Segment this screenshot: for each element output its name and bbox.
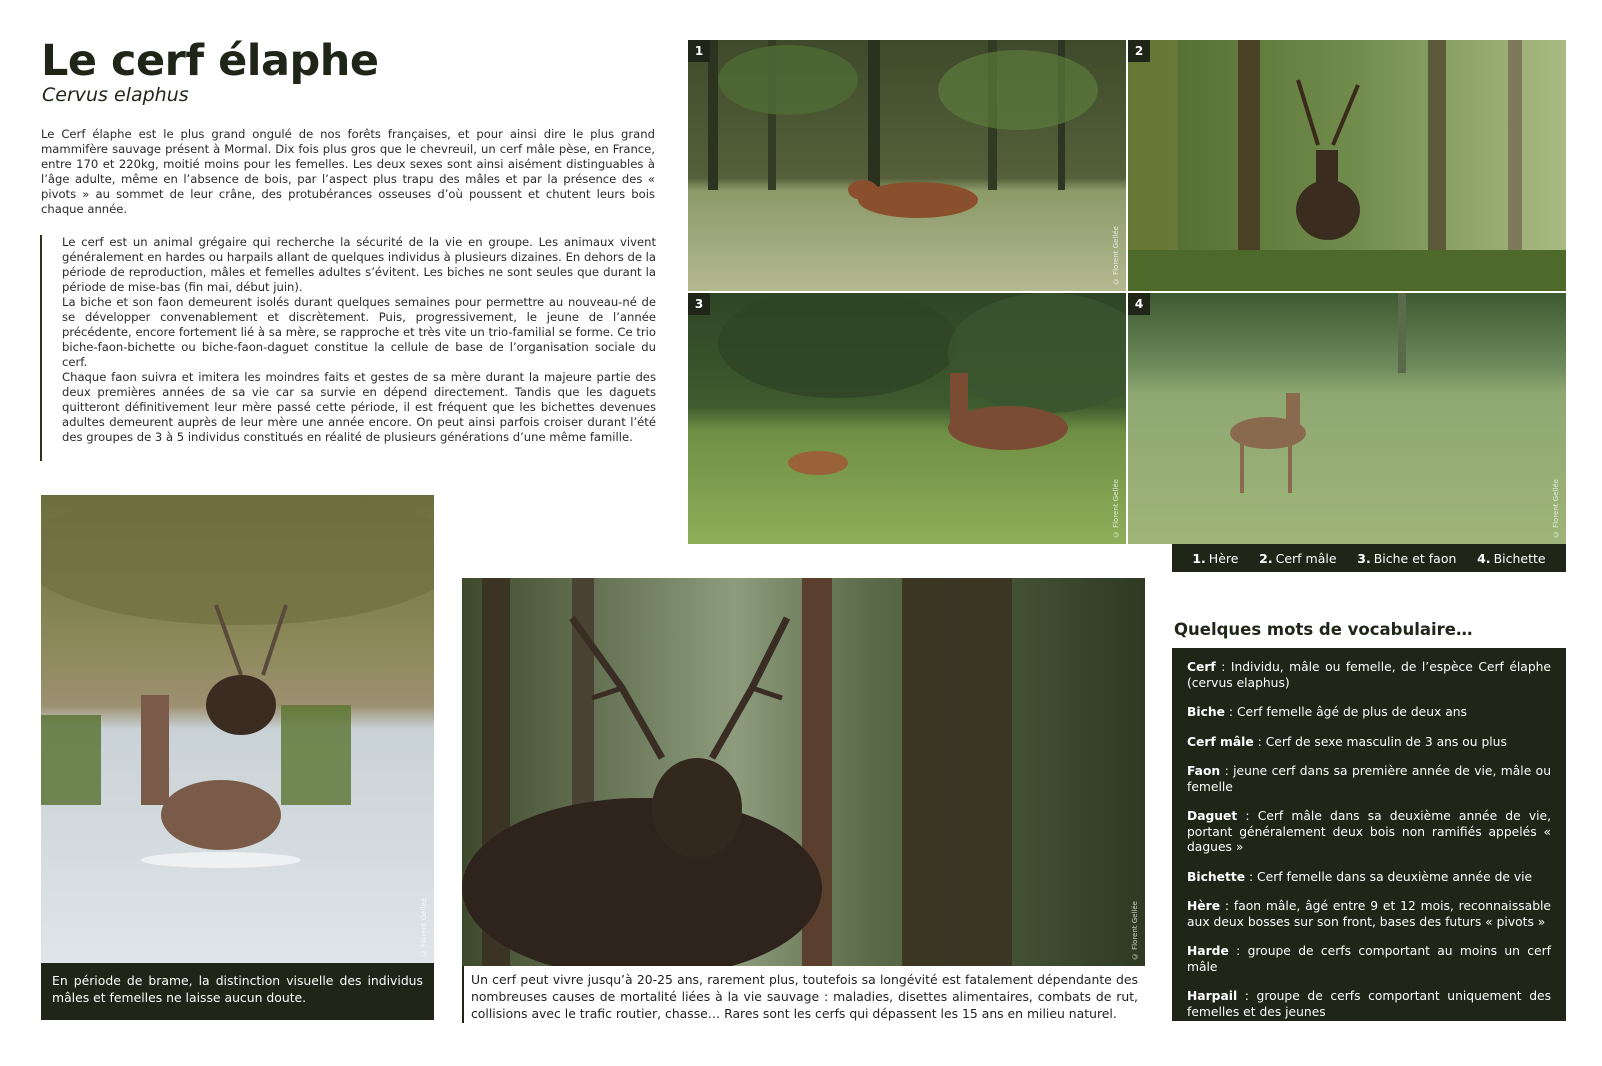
photo-bichette (1128, 293, 1566, 544)
vocab-item: Daguet : Cerf mâle dans sa deuxième année de vie, portant généralement deux bois non ramifiés appelés « dagues » (1187, 809, 1551, 854)
vocab-item: Bichette : Cerf femelle dans sa deuxième année de vie (1187, 869, 1533, 884)
social-behaviour-block (40, 235, 656, 461)
vocab-item: Biche : Cerf femelle âgé de plus de deux ans (1187, 705, 1467, 719)
photo-cerf-longevite (462, 578, 1145, 966)
legend-item-3: 3. Biche et faon (1357, 550, 1457, 566)
photo-brame-image (41, 495, 434, 963)
page-subtitle: Cervus elaphus (42, 84, 189, 106)
caption-brame: En période de brame, la distinction visuelle des individus mâles et femelles ne laisse aucun doute. (41, 963, 434, 1020)
vocab-item: Harpail : groupe de cerfs comportant uniquement des femelles et des jeunes (1187, 989, 1551, 1019)
intro-paragraph: Le Cerf élaphe est le plus grand ongulé de nos forêts françaises, et pour ainsi dire le plus grand mammifère sauvage présent à Mormal. Dix fois plus gros que le chevreuil, un cerf mâle pèse, en France, entre 170 et 220kg, moitié moins pour les femelles. Les deux sexes sont ainsi aisément distinguables à l’âge adulte, même en l’absence de bois, par l’aspect plus trapu des mâles et par la présence des « pivots » au sommet de leur crâne, des protubérances osseuses d’où poussent et chutent leurs bois chaque année. (41, 127, 655, 216)
photo-number-2: 2 (1128, 40, 1150, 62)
photo-credit: © Florent Gellée (1552, 478, 1560, 538)
quote-paragraph-2: La biche et son faon demeurent isolés durant quelques semaines pour permettre au nouveau-né de se développer convenablement et discrètement. Puis, progressivement, le jeune de l’année précédente, encore fortement lié à sa mère, se rapproche et très vite un trio-familial se forme. Ce trio biche-faon-bichette ou biche-faon-daguet constitue la cellule de base de l’organisation sociale du cerf. (62, 295, 656, 369)
vocab-box (1172, 648, 1566, 1021)
legend-item-2: 2. Cerf mâle (1259, 550, 1337, 566)
photo-number-1: 1 (688, 40, 710, 62)
photo-cerf-male (1128, 40, 1566, 291)
legend-item-1: 1. Hère (1192, 550, 1239, 566)
photo-legend (1172, 544, 1566, 572)
vocab-title: Quelques mots de vocabulaire… (1174, 620, 1473, 639)
vocab-item: Cerf : Individu, mâle ou femelle, de l’espèce Cerf élaphe (cervus elaphus) (1187, 660, 1551, 690)
quote-paragraph-3: Chaque faon suivra et imitera les moindres faits et gestes de sa mère durant la majeure partie des deux premières années de sa vie car sa survie en dépend directement. Tandis que les daguets quitteront définitivement leur mère passé cette période, il est fréquent que les bichettes devenues adultes demeurent auprès de leur mère une année encore. On peut ainsi parfois croiser durant l’été des groupes de 3 à 5 individus constitués en réalité de plusieurs générations d’une même famille. (62, 370, 656, 444)
photo-credit: © Florent Gellée (420, 897, 428, 957)
vocab-item: Faon : jeune cerf dans sa première année de vie, mâle ou femelle (1187, 764, 1551, 794)
quote-paragraph-1: Le cerf est un animal grégaire qui recherche la sécurité de la vie en groupe. Les animaux vivent généralement en hardes ou harpails allant de quelques individus à plusieurs dizaines. En dehors de la période de reproduction, mâles et femelles adultes s’évitent. Les biches ne sont seules que durant la période de mise-bas (fin mai, début juin). (62, 235, 656, 294)
photo-brame (41, 495, 434, 963)
photo-number-3: 3 (688, 293, 710, 315)
photo-biche-faon (688, 293, 1126, 544)
photo-here (688, 40, 1126, 291)
photo-credit: © Florent Gellée (1112, 225, 1120, 285)
vocab-item: Hère : faon mâle, âgé entre 9 et 12 mois, reconnaissable aux deux bosses sur son front, bases des futurs « pivots » (1187, 899, 1551, 929)
vocab-item: Harde : groupe de cerfs comportant au moins un cerf mâle (1187, 944, 1551, 974)
photo-cerf-male-image (1128, 40, 1566, 291)
photo-bichette-image (1128, 293, 1566, 544)
page-title: Le cerf élaphe (41, 36, 379, 86)
photo-cerf-longevite-image (462, 578, 1145, 966)
legend-item-4: 4. Bichette (1477, 550, 1546, 566)
vocab-item: Cerf mâle : Cerf de sexe masculin de 3 ans ou plus (1187, 734, 1507, 749)
photo-number-4: 4 (1128, 293, 1150, 315)
photo-here-image (688, 40, 1126, 291)
photo-credit: © Florent Gellée (1131, 900, 1139, 960)
photo-biche-faon-image (688, 293, 1126, 544)
caption-longevite: Un cerf peut vivre jusqu’à 20-25 ans, rarement plus, toutefois sa longévité est fatalement dépendante des nombreuses causes de mortalité liées à la vie sauvage : maladies, disettes alimentaires, combats de rut, collisions avec le trafic routier, chasse… Rares sont les cerfs qui dépassent les 15 ans en milieu naturel. (462, 966, 1145, 1023)
photo-credit: © Florent Gellée (1112, 478, 1120, 538)
